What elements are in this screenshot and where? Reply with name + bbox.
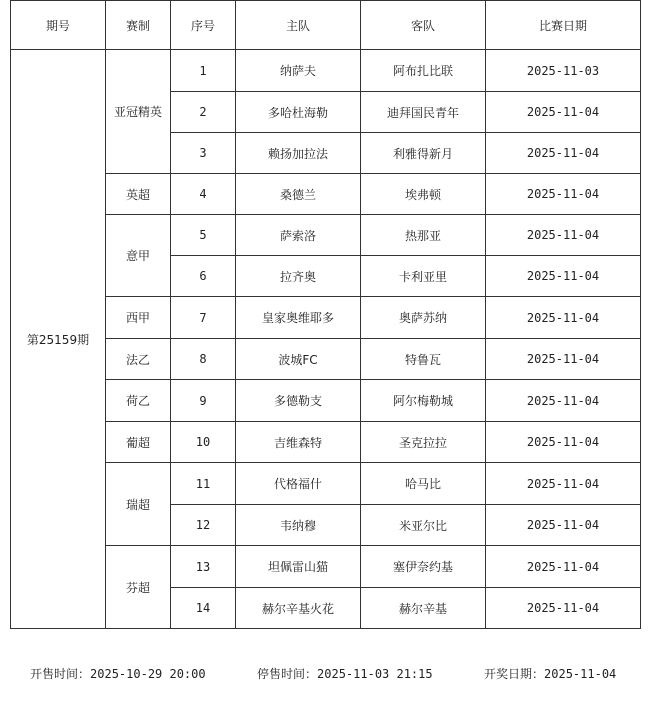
header-date: 比赛日期 [486,1,641,50]
away-team: 哈马比 [361,463,486,505]
away-team: 圣克拉拉 [361,422,486,463]
away-team: 埃弗顿 [361,174,486,215]
match-date: 2025-11-04 [486,256,641,297]
home-team: 拉齐奥 [236,256,361,297]
match-date: 2025-11-03 [486,50,641,92]
table-row [11,380,641,422]
table-row [11,546,641,588]
league-cell: 荷乙 [106,380,171,422]
open-time-label: 开售时间： [30,667,91,681]
home-team: 赫尔辛基火花 [236,588,361,629]
league-cell: 葡超 [106,422,171,463]
home-team: 多哈杜海勒 [236,92,361,133]
header-row [11,1,641,50]
schedule-table [10,0,641,629]
home-team: 坦佩雷山猫 [236,546,361,588]
home-team: 波城FC [236,339,361,380]
header-index: 序号 [171,1,236,50]
league-cell: 芬超 [106,546,171,629]
away-team: 米亚尔比 [361,505,486,546]
close-time [257,665,433,682]
away-team: 阿尔梅勒城 [361,380,486,422]
match-index: 12 [171,505,236,546]
match-date: 2025-11-04 [486,92,641,133]
league-cell: 西甲 [106,297,171,339]
match-date: 2025-11-04 [486,174,641,215]
draw-date-value: 2025-11-04 [544,667,617,681]
open-time-value: 2025-10-29 20:00 [90,667,206,681]
away-team: 热那亚 [361,215,486,256]
match-index: 2 [171,92,236,133]
match-index: 10 [171,422,236,463]
table-row [11,174,641,215]
table-row [11,50,641,92]
home-team: 吉维森特 [236,422,361,463]
issue-number-cell: 第25159期 [11,50,106,629]
match-index: 14 [171,588,236,629]
match-index: 7 [171,297,236,339]
home-team: 萨索洛 [236,215,361,256]
match-date: 2025-11-04 [486,505,641,546]
match-index: 3 [171,133,236,174]
away-team: 赫尔辛基 [361,588,486,629]
match-date: 2025-11-04 [486,297,641,339]
league-cell: 意甲 [106,215,171,297]
match-date: 2025-11-04 [486,133,641,174]
close-time-label: 停售时间： [257,667,318,681]
home-team: 赖扬加拉法 [236,133,361,174]
match-date: 2025-11-04 [486,546,641,588]
match-index: 11 [171,463,236,505]
match-date: 2025-11-04 [486,588,641,629]
match-index: 9 [171,380,236,422]
match-date: 2025-11-04 [486,463,641,505]
table-row [11,463,641,505]
match-index: 6 [171,256,236,297]
draw-date [484,665,616,682]
away-team: 卡利亚里 [361,256,486,297]
home-team: 纳萨夫 [236,50,361,92]
home-team: 多德勒支 [236,380,361,422]
league-cell: 瑞超 [106,463,171,546]
table-row [11,339,641,380]
home-team: 桑德兰 [236,174,361,215]
sale-info-footer [10,629,640,704]
table-row [11,297,641,339]
match-index: 5 [171,215,236,256]
match-index: 1 [171,50,236,92]
away-team: 迪拜国民青年 [361,92,486,133]
league-cell: 法乙 [106,339,171,380]
home-team: 皇家奥维耶多 [236,297,361,339]
away-team: 塞伊奈约基 [361,546,486,588]
home-team: 代格福什 [236,463,361,505]
draw-date-label: 开奖日期： [484,667,545,681]
match-date: 2025-11-04 [486,215,641,256]
table-row [11,422,641,463]
close-time-value: 2025-11-03 21:15 [317,667,433,681]
header-away: 客队 [361,1,486,50]
away-team: 利雅得新月 [361,133,486,174]
header-league: 赛制 [106,1,171,50]
league-cell: 亚冠精英 [106,50,171,174]
away-team: 阿布扎比联 [361,50,486,92]
match-date: 2025-11-04 [486,422,641,463]
away-team: 奥萨苏纳 [361,297,486,339]
match-index: 8 [171,339,236,380]
match-index: 13 [171,546,236,588]
match-date: 2025-11-04 [486,380,641,422]
league-cell: 英超 [106,174,171,215]
open-time [30,665,206,682]
table-row [11,215,641,256]
away-team: 特鲁瓦 [361,339,486,380]
match-index: 4 [171,174,236,215]
match-date: 2025-11-04 [486,339,641,380]
home-team: 韦纳穆 [236,505,361,546]
header-issue: 期号 [11,1,106,50]
header-home: 主队 [236,1,361,50]
